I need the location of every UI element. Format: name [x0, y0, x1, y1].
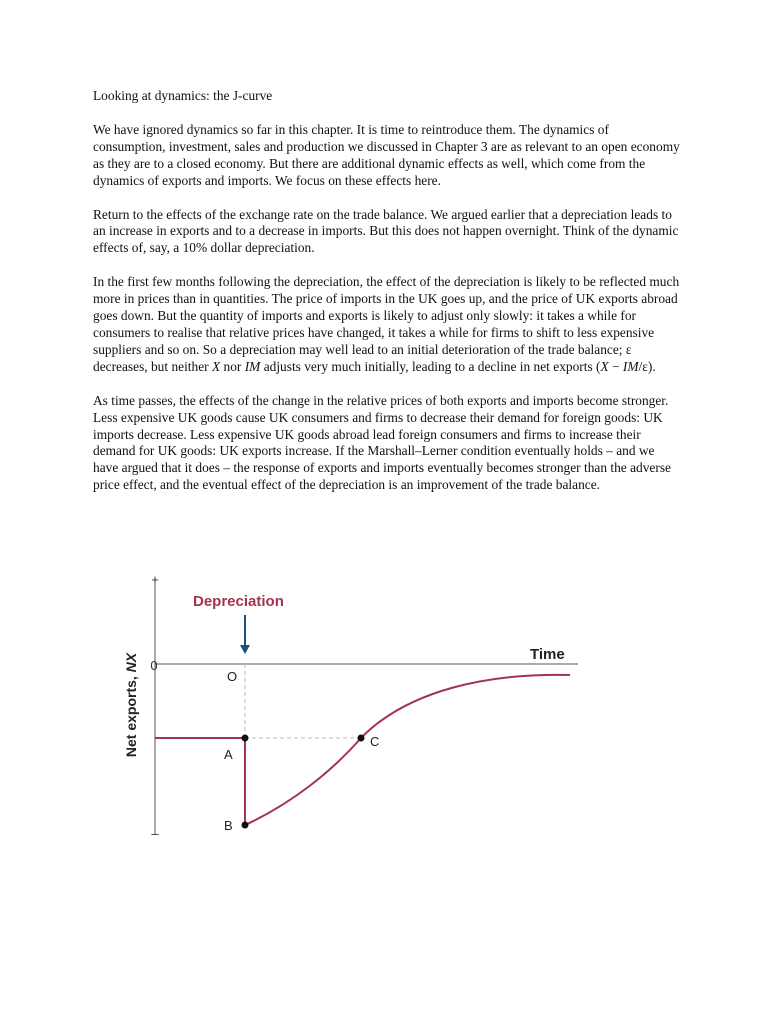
- text-run: We have ignored dynamics so far in this chapter. It is time to reintroduce them. The dynamics of consumption, investment, sales and production we discussed in Chapter 3 are as relevant to an open economy as they are to a closed economy. But there are additional dynamic effects as well, which come from the dynamics of exports and imports. We focus on these effects here.: [93, 121, 680, 188]
- depreciation-label: Depreciation: [193, 593, 284, 610]
- j-curve-figure: [118, 565, 588, 845]
- text-run: /ε).: [638, 358, 656, 374]
- y-tick-minus: –: [151, 826, 159, 841]
- j-curve-line: [155, 675, 570, 825]
- text-run: As time passes, the effects of the change in the relative prices of both exports and imports become stronger. Less expensive UK goods cause UK consumers and firms to decrease their demand for foreign goods: UK imports decrease. Less expensive UK goods abroad lead foreign consumers and firms to increase their demand for UK goods: UK exports increase. If the Marshall–Lerner condition eventually holds – and we have argued that it does – the response of exports and imports eventually becomes stronger than the adverse price effect, and the eventual effect of the depreciation is an improvement of the trade balance.: [93, 392, 671, 493]
- paragraph: [93, 122, 683, 190]
- point-a-label: A: [224, 747, 233, 762]
- y-axis-label: Net exports, NX: [123, 652, 139, 758]
- italic-term: X: [600, 358, 609, 374]
- italic-term: X: [211, 358, 221, 374]
- italic-term: IM: [622, 358, 639, 374]
- paragraph: [93, 393, 683, 494]
- section-heading: Looking at dynamics: the J-curve: [93, 88, 273, 103]
- point-a-marker: [242, 735, 249, 742]
- paragraph: [93, 274, 683, 375]
- point-c-marker: [358, 735, 365, 742]
- paragraph-list: [93, 122, 683, 494]
- point-c-label: C: [370, 734, 380, 749]
- text-run: In the first few months following the depreciation, the effect of the depreciation is likely to be reflected much more in prices than in quantities. The price of imports in the UK goes up, and the price of UK exports abroad goes down. But the quantity of imports and exports is likely to adjust only slowly: it takes a while for consumers to realise that relative prices have changed, it takes a while for firms to shift to less expensive suppliers and so on. So a depreciation may well lead to an initial deterioration of the trade balance; ε decreases, but neither: [93, 274, 680, 374]
- y-tick-zero: 0: [150, 658, 158, 673]
- y-tick-plus: +: [151, 572, 159, 587]
- j-curve-diagram: [118, 565, 588, 845]
- point-o-label: O: [227, 669, 238, 684]
- paragraph: [93, 207, 683, 258]
- x-axis-label: Time: [530, 646, 565, 663]
- article-text: [93, 88, 683, 511]
- text-run: −: [608, 358, 623, 374]
- text-run: nor: [220, 358, 245, 374]
- text-run: Return to the effects of the exchange rate on the trade balance. We argued earlier that a depreciation leads to an increase in exports and to a decrease in imports. But this does not happen overnight. Think of the dynamic effects of, say, a 10% dollar depreciation.: [93, 206, 679, 256]
- text-run: adjusts very much initially, leading to a decline in net exports (: [260, 358, 601, 374]
- arrow-head-icon: [240, 645, 250, 654]
- point-b-marker: [242, 822, 249, 829]
- point-b-label: B: [224, 818, 233, 833]
- italic-term: IM: [244, 358, 261, 374]
